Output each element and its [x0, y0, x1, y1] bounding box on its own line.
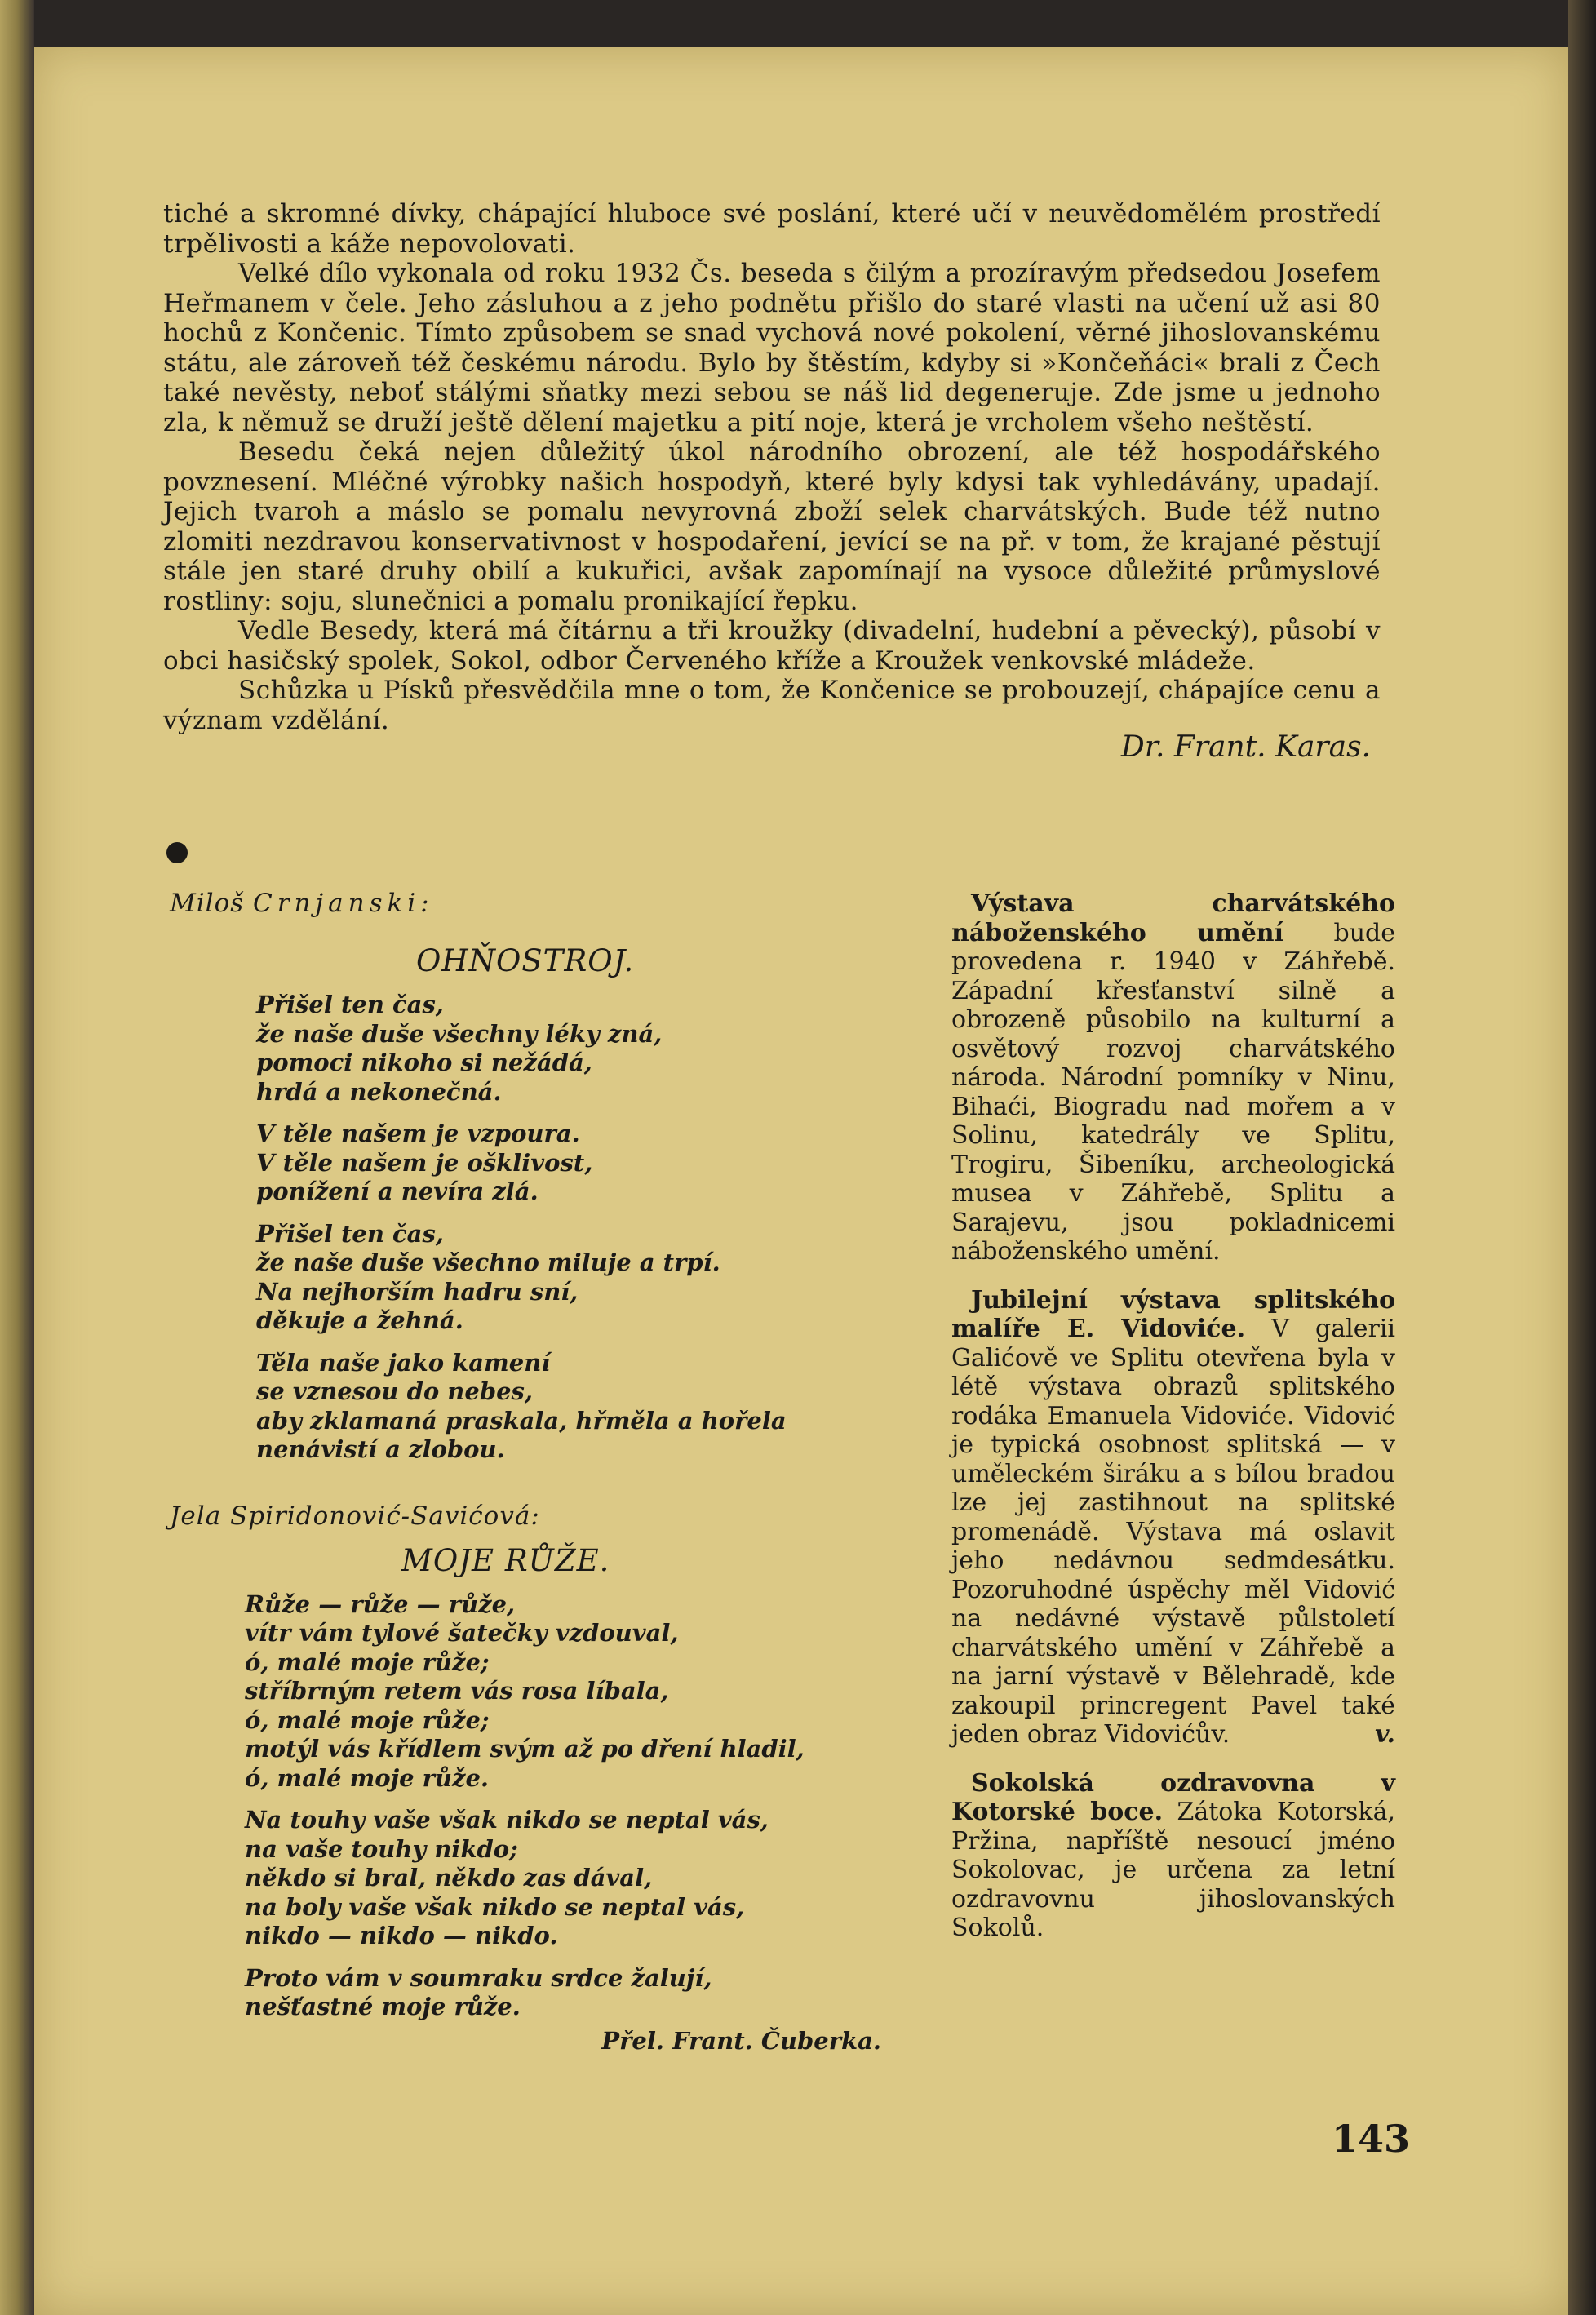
- poem-ohnostroj: [170, 888, 904, 1465]
- paragraph: Velké dílo vykonala od roku 1932 Čs. beseda s čilým a prozíravým předsedou Josefem Heřmanem v čele. Jeho zásluhou a z jeho podnětu přišlo do staré vlasti na učení už asi 80 hochů z Končenic. Tímto způsobem se snad vychová nové pokolení, věrné jihoslovanskému státu, ale zároveň též českému národu. Bylo by štěstím, kdyby si »Končeňáci« brali z Čech také nevěsty, neboť stálými sňatky mezi sebou se náš lid degeneruje. Zde jsme u jednoho zla, k němuž se druží ještě dělení majetku a pití noje, která je vrcholem všeho neštěstí.: [163, 259, 1381, 437]
- verse-line: Přišel ten čas,: [256, 991, 444, 1018]
- news-body: bude provedena r. 1940 v Záhřebě. Západní křesťanství silně a obrozeně působilo na kulturní a osvětový rozvoj charvátského národa. Národní pomníky v Ninu, Bihaći, Biogradu nad mořem a v Solinu, katedrály ve Splitu, Trogiru, Šibeníku, archeologická musea v Záhřebě, Splitu a Sarajevu, jsou pokladnicemi náboženského umění.: [951, 918, 1395, 1266]
- paragraph: Besedu čeká nejen důležitý úkol národního obrození, ale též hospodářského povznesení. Mléčné výrobky našich hospodyň, které byly kdysi tak vyhledávány, upadají. Jejich tvaroh a máslo se pomalu nevyrovná zboží selek charvátských. Bude též nutno zlomiti nezdravou konservativnost v hospodaření, jevící se na př. v tom, že krajané pěstují stále jen staré druhy obilí a kukuřici, avšak zapomínají na vysoce důležité průmyslové rostliny: soju, slunečnici a pomalu pronikající řepku.: [163, 437, 1381, 616]
- paragraph: tiché a skromné dívky, chápající hluboce své poslání, které učí v neuvědomělém prostředí trpělivosti a káže nepovolovati.: [163, 199, 1381, 259]
- news-headline: Sokolská ozdravovna v Kotorské boce.: [951, 1768, 1395, 1826]
- verse-line: Přišel ten čas,: [256, 1219, 444, 1248]
- poems-column: [170, 888, 904, 2055]
- stanza: [256, 1220, 904, 1336]
- verse-line: někdo si bral, někdo zas dával,: [245, 1864, 653, 1891]
- stanza: [256, 1349, 904, 1465]
- section-bullet-icon: [166, 842, 188, 863]
- news-headline: Jubilejní výstava splitského malíře E. Vidoviće.: [951, 1285, 1395, 1343]
- poem-author: Jela Spiridonović-Savićová:: [170, 1501, 540, 1531]
- verse-line: že naše duše všechny léky zná,: [256, 1019, 663, 1048]
- verse-line: ponížení a nevíra zlá.: [256, 1177, 539, 1205]
- verse-line: aby zklamaná praskala, hřměla a hořela: [256, 1406, 787, 1435]
- poem-title: MOJE RŮŽE.: [401, 1542, 610, 1578]
- verse-line: nešťastné moje růže.: [245, 1993, 521, 2020]
- verse-line: vítr vám tylové šatečky vzdouval,: [245, 1619, 679, 1647]
- verse-line: že naše duše všechno miluje a trpí.: [256, 1248, 720, 1276]
- page-edge-shadow: [1568, 0, 1596, 2315]
- verse-line: ó, malé moje růže;: [245, 1705, 490, 1734]
- news-body: Zátoka Kotorská, Pržina, napříště nesoucí jméno Sokolovac, je určena za letní ozdravovnu jihoslovanských Sokolů.: [951, 1798, 1396, 1942]
- verse-line: nenávistí a zlobou.: [256, 1435, 505, 1463]
- book-spine: [0, 0, 34, 2315]
- verse-line: ó, malé moje růže.: [245, 1763, 490, 1792]
- news-headline: Výstava charvátského náboženského umění: [951, 889, 1395, 947]
- verse-line: se vznesou do nebes,: [256, 1377, 533, 1405]
- stanza: [245, 1964, 904, 2022]
- verse-line: Růže — růže — růže,: [245, 1590, 516, 1618]
- article-signature: Dr. Frant. Karas.: [1120, 730, 1371, 764]
- verse-line: hrdá a nekonečná.: [256, 1077, 502, 1106]
- news-item: [951, 889, 1395, 1266]
- verse-line: Na touhy vaše však nikdo se neptal vás,: [245, 1806, 769, 1834]
- stanza: [245, 1806, 904, 1951]
- paragraph: Vedle Besedy, která má čítárnu a tři kroužky (divadelní, hudební a pěvecký), působí v obci hasičský spolek, Sokol, odbor Červeného kříže a Kroužek venkovské mládeže.: [163, 616, 1381, 676]
- verse-line: motýl vás křídlem svým až po dření hladil,: [245, 1735, 805, 1763]
- news-column: [951, 889, 1395, 1962]
- verse-line: V těle našem je vzpoura.: [256, 1120, 580, 1147]
- verse-line: pomoci nikoho si nežádá,: [256, 1049, 592, 1076]
- verse-line: na boly vaše však nikdo se neptal vás,: [245, 1892, 745, 1921]
- verse-line: na vaše touhy nikdo;: [245, 1834, 518, 1863]
- verse-line: Těla naše jako kamení: [256, 1348, 551, 1377]
- page-number: 143: [1332, 2117, 1411, 2161]
- verse-line: ó, malé moje růže;: [245, 1648, 490, 1676]
- verse-line: Na nejhorším hadru sní,: [256, 1277, 579, 1306]
- verse-line: Proto vám v soumraku srdce žalují,: [245, 1963, 712, 1992]
- stanza: [256, 1120, 904, 1207]
- author-last-name: Crnjanski:: [253, 889, 434, 918]
- poem-moje-ruze: [170, 1501, 904, 2055]
- stanza: [256, 991, 904, 1106]
- news-signature: v.: [1375, 1720, 1395, 1749]
- verse-line: děkuje a žehná.: [256, 1306, 463, 1334]
- news-item: [951, 1286, 1395, 1750]
- paragraph: Schůzka u Písků přesvědčila mne o tom, že Končenice se probouzejí, chápajíce cenu a význam vzdělání.: [163, 676, 1381, 735]
- poem-title: OHŇOSTROJ.: [416, 943, 635, 978]
- author-first-name: Miloš: [170, 889, 245, 918]
- news-body: V galerii Galićově ve Splitu otevřena byla v létě výstava obrazů splitského rodáka Emanuela Vidoviće. Vidović je typická osobnost splitská — v uměleckém širáku a s bílou bradou lze jej zastihnout na splitské promenádě. Výstava má oslavit jeho nedávnou sedmdesátku. Pozoruhodné úspěchy měl Vidović na nedávné výstavě půlstoletí charvátského umění v Záhřebě a na jarní výstavě v Bělehradě, kde zakoupil princregent Pavel také jeden obraz Vidovićův.: [951, 1315, 1395, 1749]
- news-item: [951, 1769, 1395, 1943]
- stanza: [245, 1590, 904, 1794]
- verse-line: nikdo — nikdo — nikdo.: [245, 1922, 558, 1949]
- verse-line: V těle našem je ošklivost,: [256, 1148, 593, 1177]
- article-text: [163, 199, 1381, 764]
- poem-author: [170, 888, 904, 919]
- verse-line: stříbrným retem vás rosa líbala,: [245, 1677, 669, 1705]
- translator-credit: Přel. Frant. Čuberka.: [601, 2026, 881, 2055]
